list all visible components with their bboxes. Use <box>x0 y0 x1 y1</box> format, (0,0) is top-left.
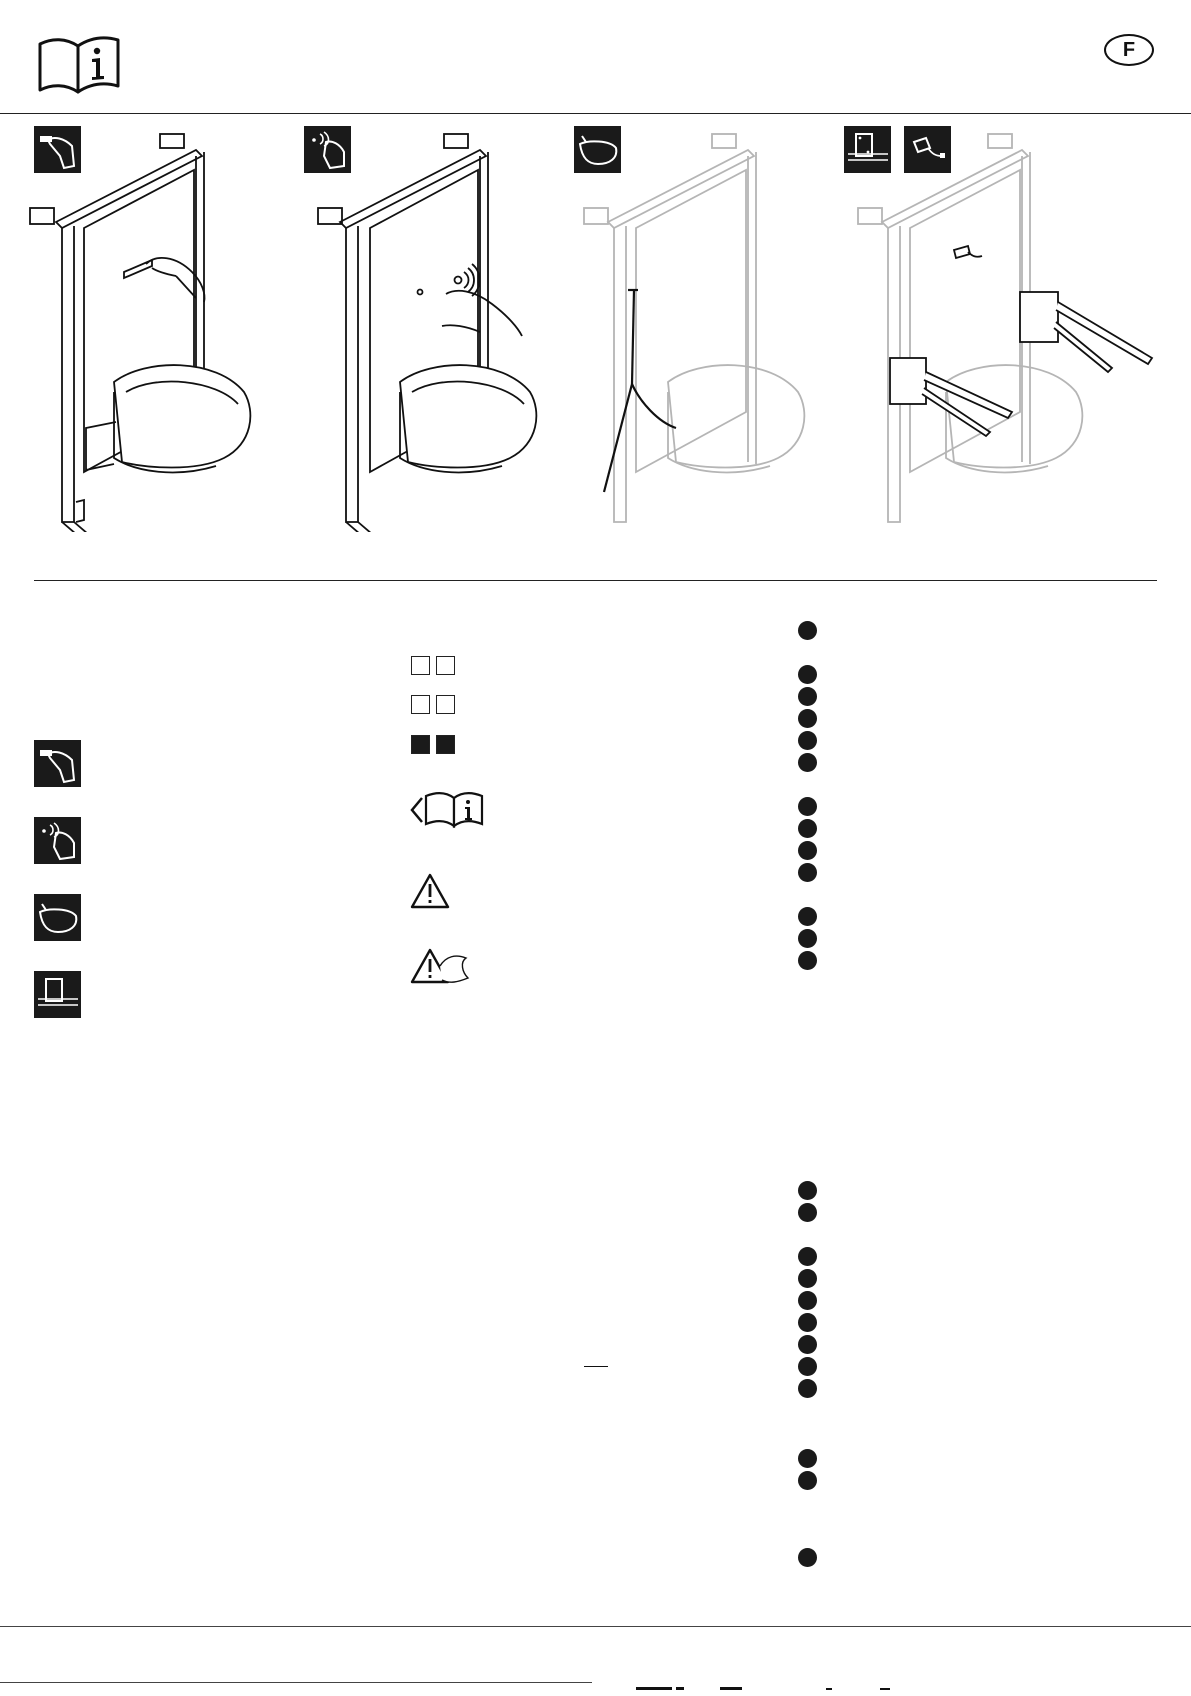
list-bullet <box>798 1379 817 1398</box>
list-bullet <box>798 907 817 926</box>
list-bullet <box>798 1181 817 1200</box>
underline-mark <box>584 1366 608 1367</box>
list-bullet <box>798 819 817 838</box>
list-bullet <box>798 665 817 684</box>
language-badge: F <box>1104 34 1154 66</box>
frame-with-manual-flush-plate <box>26 122 276 532</box>
list-bullet <box>798 863 817 882</box>
step-panel-4 <box>842 122 1172 532</box>
list-bullet <box>798 753 817 772</box>
footer-divider <box>0 1626 1191 1627</box>
list-bullet <box>798 1449 817 1468</box>
list-bullet <box>798 1471 817 1490</box>
list-bullet <box>798 951 817 970</box>
list-bullet <box>798 1335 817 1354</box>
warning-cloth-icon <box>410 946 472 988</box>
manual-info-icon <box>34 30 124 96</box>
legend-wall-plate-icon <box>34 971 81 1018</box>
header-divider <box>0 113 1191 114</box>
list-bullet <box>798 1291 817 1310</box>
footer-cropped-marks <box>630 1678 930 1685</box>
frame-with-flush-hose <box>568 122 838 532</box>
legend-wave-sensor-icon <box>34 817 81 864</box>
step-panel-1 <box>26 122 276 532</box>
list-bullet <box>798 1548 817 1567</box>
frame-with-support-rails <box>842 122 1172 532</box>
warning-icon <box>410 873 450 909</box>
list-bullet <box>798 687 817 706</box>
step-panel-2 <box>296 122 566 532</box>
frame-with-sensor-flush-plate <box>296 122 566 532</box>
list-bullet <box>798 797 817 816</box>
legend-press-button-icon <box>34 740 81 787</box>
list-bullet <box>798 621 817 640</box>
footer-bottom-rule <box>0 1682 592 1683</box>
list-bullet <box>798 1269 817 1288</box>
list-bullet <box>798 1357 817 1376</box>
list-bullet <box>798 1247 817 1266</box>
illustrations-divider <box>34 580 1157 581</box>
list-bullet <box>798 731 817 750</box>
list-bullet <box>798 1313 817 1332</box>
step-panel-3 <box>568 122 838 532</box>
book-arrow-icon <box>410 790 486 830</box>
list-bullet <box>798 709 817 728</box>
list-bullet <box>798 1203 817 1222</box>
list-bullet <box>798 841 817 860</box>
legend-washdown-toilet-icon <box>34 894 81 941</box>
list-bullet <box>798 929 817 948</box>
